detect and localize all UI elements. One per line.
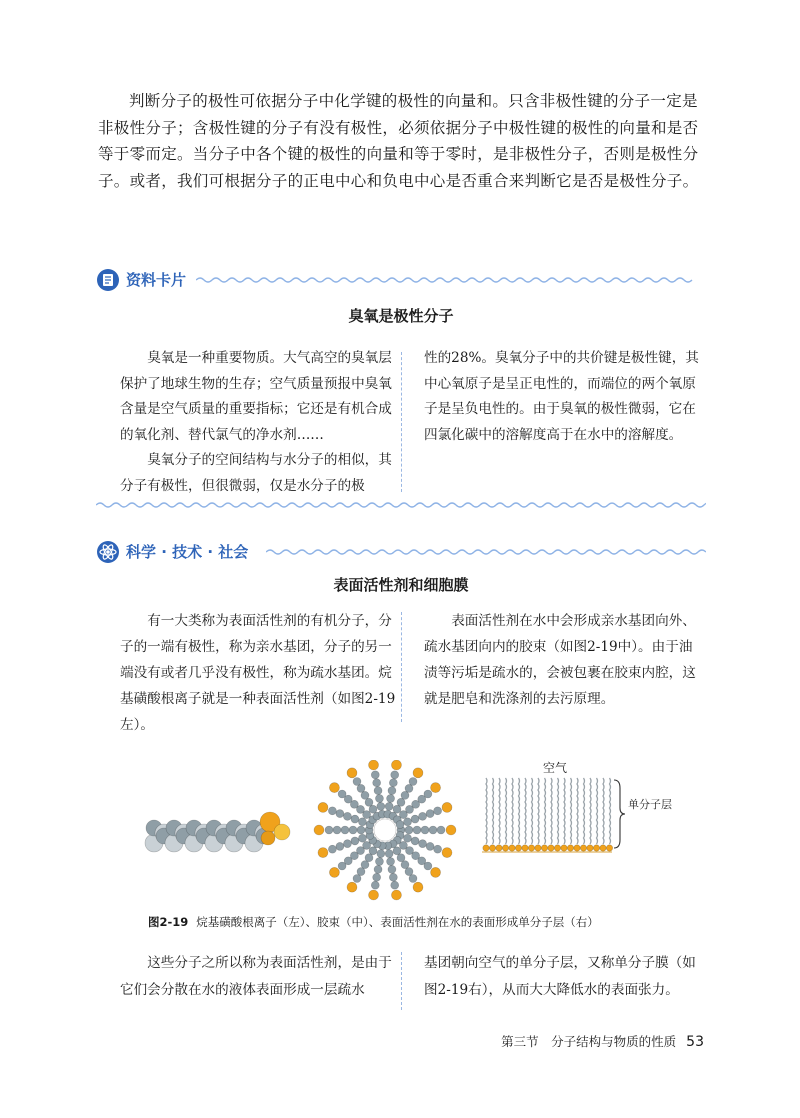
monolayer-label: 单分子层 bbox=[628, 798, 672, 811]
hydrophilic-head bbox=[329, 783, 339, 793]
hydrophilic-head bbox=[548, 845, 554, 851]
tail-atom bbox=[358, 818, 366, 826]
tail-atom bbox=[373, 779, 381, 787]
tail-atom bbox=[328, 845, 336, 853]
tail-atom bbox=[336, 842, 344, 850]
surfactant-illustration bbox=[140, 760, 680, 910]
monolayer-brace bbox=[614, 780, 625, 848]
hydrophilic-head bbox=[587, 845, 593, 851]
figure-2-19 bbox=[140, 760, 680, 910]
bottom-left-column bbox=[120, 950, 398, 1004]
tail-atom bbox=[333, 826, 341, 834]
hydrophobic-tail bbox=[590, 778, 591, 844]
hydrophilic-head bbox=[554, 845, 560, 851]
sts-subtitle: 表面活性剂和细胞膜 bbox=[333, 576, 469, 594]
hydrophilic-head bbox=[391, 890, 401, 900]
hydrophobic-tail bbox=[597, 778, 598, 844]
hydrophobic-tail bbox=[493, 778, 494, 844]
tail-atom bbox=[409, 778, 417, 786]
tail-atom bbox=[389, 779, 397, 787]
hydrophobic-tail bbox=[558, 778, 559, 844]
hydrophobic-tail bbox=[603, 778, 604, 844]
hydrophobic-tail bbox=[564, 778, 565, 844]
hydrophilic-head bbox=[561, 845, 567, 851]
tail-atom bbox=[391, 881, 399, 889]
hydrophilic-head bbox=[502, 845, 508, 851]
tail-atom bbox=[437, 826, 445, 834]
tail-atom bbox=[419, 840, 427, 848]
hydrophilic-head bbox=[431, 867, 441, 877]
hydrophilic-head bbox=[528, 845, 534, 851]
tail-atom bbox=[371, 771, 379, 779]
tail-atom bbox=[424, 790, 432, 798]
hydrophobic-tail bbox=[545, 778, 546, 844]
sts-header bbox=[96, 540, 706, 564]
hydrophilic-head bbox=[522, 845, 528, 851]
hydrophilic-head bbox=[515, 845, 521, 851]
hydrophilic-head bbox=[318, 848, 328, 858]
tail-atom bbox=[343, 812, 351, 820]
column-divider bbox=[401, 952, 402, 1010]
info-card-left-column bbox=[120, 346, 398, 500]
hydrophilic-head bbox=[391, 760, 401, 770]
hydrophobic-tail bbox=[538, 778, 539, 844]
tail-atom bbox=[391, 771, 399, 779]
tail-atom bbox=[353, 874, 361, 882]
hydrophilic-head bbox=[446, 825, 456, 835]
tail-atom bbox=[338, 790, 346, 798]
tail-atom bbox=[374, 787, 382, 795]
hydrophilic-head bbox=[567, 845, 573, 851]
column-divider bbox=[401, 352, 402, 492]
sulfonate-head bbox=[261, 831, 275, 845]
sts-label: 科学 · 技术 · 社会 bbox=[126, 543, 249, 561]
hydrophilic-head bbox=[442, 802, 452, 812]
info-card-body bbox=[96, 346, 706, 496]
tail-atom bbox=[388, 865, 396, 873]
tail-atom bbox=[396, 821, 404, 829]
info-card-header bbox=[96, 268, 706, 292]
info-card-right-p1: 性的28%。臭氧分子中的共价键是极性键，其中心氧原子是呈正电性的，而端位的两个氧原子是呈负电性的。由于臭氧的极性微弱，它在四氯化碳中的溶解度高于在水中的溶解度。 bbox=[424, 350, 699, 443]
micelle-core bbox=[374, 819, 396, 841]
tail-atom bbox=[358, 834, 366, 842]
alkyl-sulfonate-ion bbox=[145, 812, 290, 852]
tail-atom bbox=[375, 794, 383, 802]
hydrophobic-tail bbox=[512, 778, 513, 844]
info-card-left-p2: 臭氧分子的空间结构与水分子的相似，其分子有极性，但很微弱，仅是水分子的极 bbox=[120, 452, 392, 494]
tail-atom bbox=[343, 840, 351, 848]
bottom-right-column bbox=[424, 950, 702, 1004]
tail-atom bbox=[426, 810, 434, 818]
hydrophobic-tail bbox=[525, 778, 526, 844]
hydrophilic-head bbox=[431, 783, 441, 793]
tail-atom bbox=[387, 858, 395, 866]
hydrophilic-head bbox=[580, 845, 586, 851]
caption-text: 烷基磺酸根离子（左）、胶束（中）、表面活性剂在水的表面形成单分子层（右） bbox=[196, 915, 599, 929]
tail-atom bbox=[338, 862, 346, 870]
hydrophobic-tail bbox=[519, 778, 520, 844]
sts-left-column bbox=[120, 608, 398, 738]
monolayer bbox=[482, 778, 613, 852]
tail-atom bbox=[419, 812, 427, 820]
tail-atom bbox=[325, 826, 333, 834]
page-footer bbox=[501, 1032, 704, 1050]
hydrophobic-tail bbox=[584, 778, 585, 844]
tail-atom bbox=[385, 802, 393, 810]
section-title: 第三节 分子结构与物质的性质 bbox=[501, 1034, 677, 1049]
tail-atom bbox=[404, 834, 412, 842]
sulfonate-head bbox=[274, 824, 290, 840]
hydrophilic-head bbox=[606, 845, 612, 851]
hydrophilic-head bbox=[369, 890, 379, 900]
hydrophobic-tail bbox=[610, 778, 611, 844]
tail-atom bbox=[328, 807, 336, 815]
info-card-left-p1: 臭氧是一种重要物质。大气高空的臭氧层保护了地球生物的生存；空气质量预报中臭氧含量是空气质量的重要指标；它还是有机合成的氧化剂、替代氯气的净水剂…… bbox=[120, 350, 392, 443]
caption-number: 图2-19 bbox=[148, 915, 189, 929]
tail-atom bbox=[424, 862, 432, 870]
tail-atom bbox=[387, 794, 395, 802]
tail-atom bbox=[411, 815, 419, 823]
intro-text: 判断分子的极性可依据分子中化学键的极性的向量和。只含非极性键的分子一定是非极性分子；含极性键的分子有没有极性，必须依据分子中极性键的极性的向量和是否等于零而定。当分子中各个键的极性的向量和等于零时，是非极性分子，否则是极性分子。或者，我们可根据分子的正电中心和负电中心是否重合来判断它是否是极性分子。 bbox=[98, 92, 699, 190]
hydrophobic-tail bbox=[532, 778, 533, 844]
atom-icon bbox=[96, 540, 120, 564]
hydrophilic-head bbox=[574, 845, 580, 851]
hydrophobic-tail bbox=[499, 778, 500, 844]
hydrophilic-head bbox=[541, 845, 547, 851]
tail-atom bbox=[385, 850, 393, 858]
hydrophobic-tail bbox=[577, 778, 578, 844]
hydrophilic-head bbox=[509, 845, 515, 851]
tail-atom bbox=[434, 845, 442, 853]
sts-body bbox=[96, 608, 706, 738]
tail-atom bbox=[413, 826, 421, 834]
tail-atom bbox=[388, 787, 396, 795]
sts-left-p1: 有一大类称为表面活性剂的有机分子，分子的一端有极性，称为亲水基团，分子的另一端没有或者几乎没有极性，称为疏水基团。烷基磺酸根离子就是一种表面活性剂（如图2-19左）。 bbox=[120, 613, 396, 733]
figure-caption bbox=[148, 914, 599, 930]
tail-atom bbox=[371, 881, 379, 889]
hydrophobic-tail bbox=[571, 778, 572, 844]
hydrophilic-head bbox=[347, 882, 357, 892]
info-card-right-column bbox=[424, 346, 702, 448]
tail-atom bbox=[373, 873, 381, 881]
hydrophilic-head bbox=[442, 848, 452, 858]
tail-atom bbox=[341, 826, 349, 834]
tail-atom bbox=[429, 826, 437, 834]
hydrophilic-head bbox=[489, 845, 495, 851]
tail-atom bbox=[421, 826, 429, 834]
tail-atom bbox=[409, 874, 417, 882]
hydrophilic-head bbox=[318, 802, 328, 812]
document-card-icon bbox=[96, 268, 120, 292]
hydrophilic-head bbox=[593, 845, 599, 851]
hydrophilic-head bbox=[535, 845, 541, 851]
tail-atom bbox=[377, 802, 385, 810]
intro-paragraph bbox=[98, 88, 702, 194]
page-number: 53 bbox=[686, 1034, 704, 1050]
hydrophilic-head bbox=[413, 882, 423, 892]
tail-atom bbox=[426, 842, 434, 850]
air-label: 空气 bbox=[542, 761, 568, 775]
tail-atom bbox=[405, 826, 413, 834]
hydrophobic-tail bbox=[506, 778, 507, 844]
tail-atom bbox=[374, 865, 382, 873]
tail-atom bbox=[351, 815, 359, 823]
bottom-left-p1: 这些分子之所以称为表面活性剂，是由于它们会分散在水的液体表面形成一层疏水 bbox=[120, 955, 392, 998]
hydrophobic-tail bbox=[551, 778, 552, 844]
tail-atom bbox=[375, 858, 383, 866]
micelle bbox=[314, 760, 456, 900]
hydrophilic-head bbox=[496, 845, 502, 851]
bottom-right-p1: 基团朝向空气的单分子层，又称单分子膜（如图2-19右），从而大大降低水的表面张力。 bbox=[424, 955, 696, 998]
tail-atom bbox=[434, 807, 442, 815]
tail-atom bbox=[336, 810, 344, 818]
hydrophilic-head bbox=[600, 845, 606, 851]
hydrophilic-head bbox=[413, 768, 423, 778]
tail-atom bbox=[411, 837, 419, 845]
hydrophilic-head bbox=[329, 867, 339, 877]
hydrophilic-head bbox=[369, 760, 379, 770]
sts-right-p1: 表面活性剂在水中会形成亲水基团向外、疏水基团向内的胶束（如图2-19中）。由于油渍等污垢是疏水的，会被包裹在胶束内腔，这就是肥皂和洗涤剂的去污原理。 bbox=[424, 613, 696, 707]
wave-divider bbox=[266, 547, 706, 557]
hydrophilic-head bbox=[314, 825, 324, 835]
wave-divider-bottom bbox=[96, 500, 706, 510]
info-card-subtitle: 臭氧是极性分子 bbox=[348, 307, 454, 325]
tail-atom bbox=[404, 818, 412, 826]
tail-atom bbox=[353, 778, 361, 786]
tail-atom bbox=[389, 873, 397, 881]
hydrophobic-tail bbox=[486, 778, 487, 844]
tail-atom bbox=[349, 826, 357, 834]
sts-right-column bbox=[424, 608, 702, 712]
column-divider bbox=[401, 612, 402, 722]
hydrophilic-head bbox=[347, 768, 357, 778]
wave-divider bbox=[196, 275, 706, 285]
tail-atom bbox=[377, 850, 385, 858]
tail-atom bbox=[357, 826, 365, 834]
info-card-label: 资料卡片 bbox=[126, 271, 187, 289]
tail-atom bbox=[351, 837, 359, 845]
hydrophilic-head bbox=[483, 845, 489, 851]
